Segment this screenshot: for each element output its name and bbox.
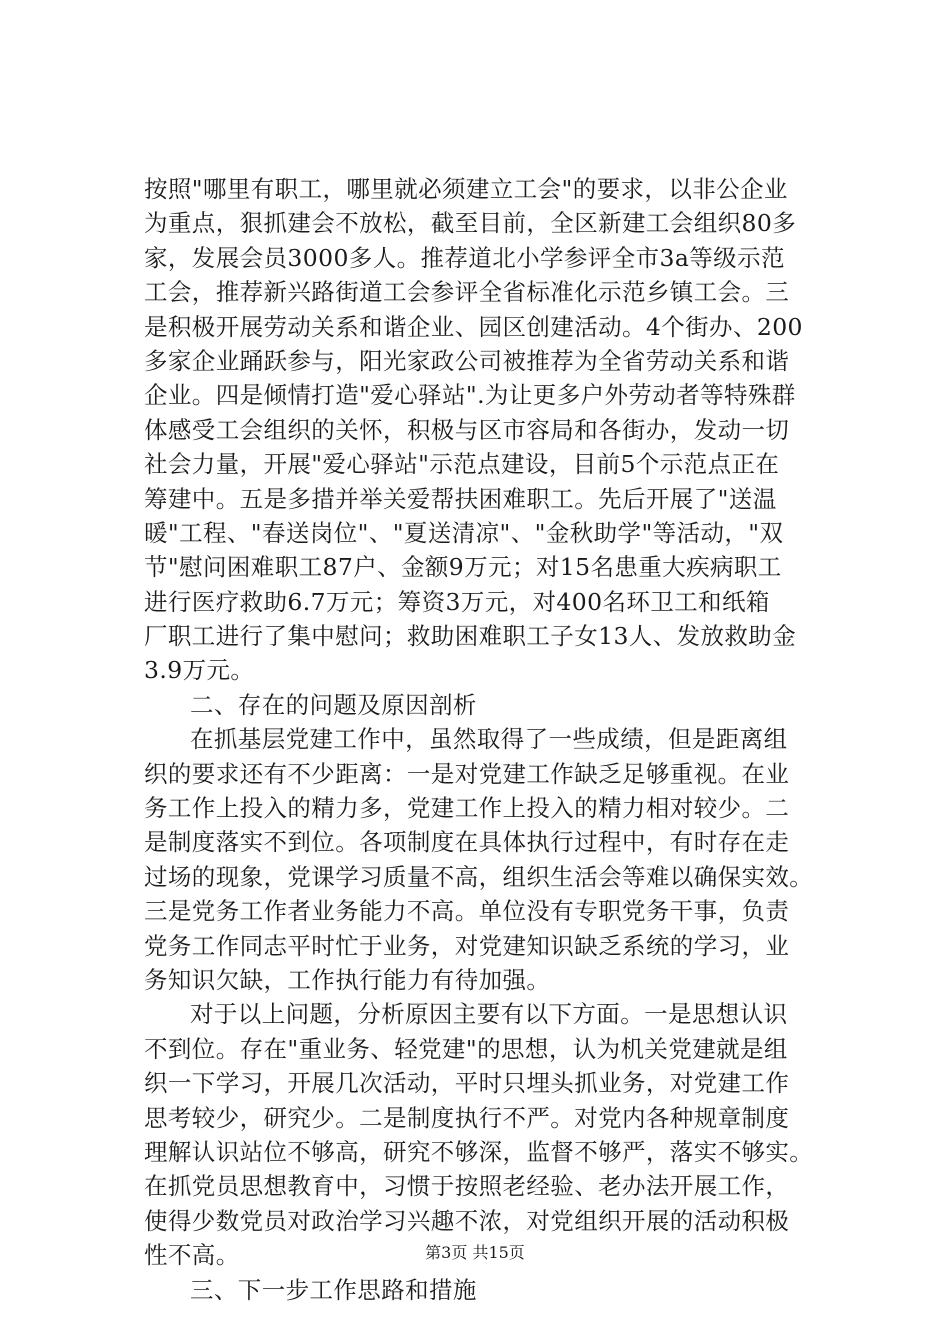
- text-line: 使得少数党员对政治学习兴趣不浓，对党组织开展的活动积极: [144, 1206, 790, 1235]
- text-line: 务工作上投入的精力多，党建工作上投入的精力相对较少。二: [144, 794, 790, 823]
- text-line: 理解认识站位不够高，研究不够深，监督不够严，落实不够实。: [144, 1137, 814, 1166]
- text-line: 工会，推荐新兴路街道工会参评全省标准化示范乡镇工会。三: [144, 278, 790, 307]
- text-line: 织的要求还有不少距离：一是对党建工作缺乏足够重视。在业: [144, 759, 790, 788]
- text-line: 按照"哪里有职工，哪里就必须建立工会"的要求，以非公企业: [144, 175, 788, 203]
- text-line: 是积极开展劳动关系和谐企业、园区创建活动。4个街办、200: [144, 312, 803, 341]
- text-line: 在抓党员思想教育中，习惯于按照老经验、老办法开展工作，: [144, 1172, 790, 1201]
- text-line: 党务工作同志平时忙于业务，对党建知识缺乏系统的学习，业: [144, 931, 790, 960]
- text-line: 是制度落实不到位。各项制度在具体执行过程中，有时存在走: [144, 828, 790, 857]
- text-line: 多家企业踊跃参与，阳光家政公司被推荐为全省劳动关系和谐: [144, 346, 790, 375]
- text-line: 节"慰问困难职工87户、金额9万元；对15名患重大疾病职工: [144, 553, 782, 582]
- text-line: 家，发展会员3000多人。推荐道北小学参评全市3a等级示范: [144, 243, 785, 272]
- text-line: 暖"工程、"春送岗位"、"夏送清凉"、"金秋助学"等活动，"双: [144, 518, 784, 547]
- text-line: 三、下一步工作思路和措施: [190, 1275, 477, 1304]
- text-line: 思考较少，研究少。二是制度执行不严。对党内各种规章制度: [144, 1103, 790, 1132]
- text-line: 筹建中。五是多措并举关爱帮扶困难职工。先后开展了"送温: [144, 484, 777, 513]
- text-line: 企业。四是倾情打造"爱心驿站".为让更多户外劳动者等特殊群: [144, 381, 796, 410]
- document-body: [144, 172, 824, 1307]
- text-line: 不到位。存在"重业务、轻党建"的思想，认为机关党建就是组: [144, 1034, 788, 1063]
- text-line: 3.9万元。: [144, 656, 255, 685]
- text-line: 务知识欠缺，工作执行能力有待加强。: [144, 965, 551, 994]
- text-line: 为重点，狠抓建会不放松，截至目前，全区新建工会组织80多: [144, 209, 797, 238]
- text-line: 性不高。: [144, 1241, 240, 1270]
- text-line: 二、存在的问题及原因剖析: [190, 690, 477, 719]
- text-line: 三是党务工作者业务能力不高。单位没有专职党务干事，负责: [144, 897, 790, 926]
- text-line: 对于以上问题，分析原因主要有以下方面。一是思想认识: [190, 1000, 788, 1029]
- text-line: 厂职工进行了集中慰问；救助困难职工子女13人、发放救助金: [144, 622, 797, 651]
- text-line: 过场的现象，党课学习质量不高，组织生活会等难以确保实效。: [144, 862, 814, 891]
- text-line: 在抓基层党建工作中，虽然取得了一些成绩，但是距离组: [190, 725, 788, 754]
- text-line: 织一下学习，开展几次活动，平时只埋头抓业务，对党建工作: [144, 1069, 790, 1098]
- page-footer: 第3页 共15页: [425, 1243, 525, 1262]
- text-line: 进行医疗救助6.7万元；筹资3万元，对400名环卫工和纸箱: [144, 587, 770, 616]
- text-line: 社会力量，开展"爱心驿站"示范点建设，目前5个示范点正在: [144, 450, 780, 479]
- text-line: 体感受工会组织的关怀，积极与区市容局和各街办，发动一切: [144, 415, 790, 444]
